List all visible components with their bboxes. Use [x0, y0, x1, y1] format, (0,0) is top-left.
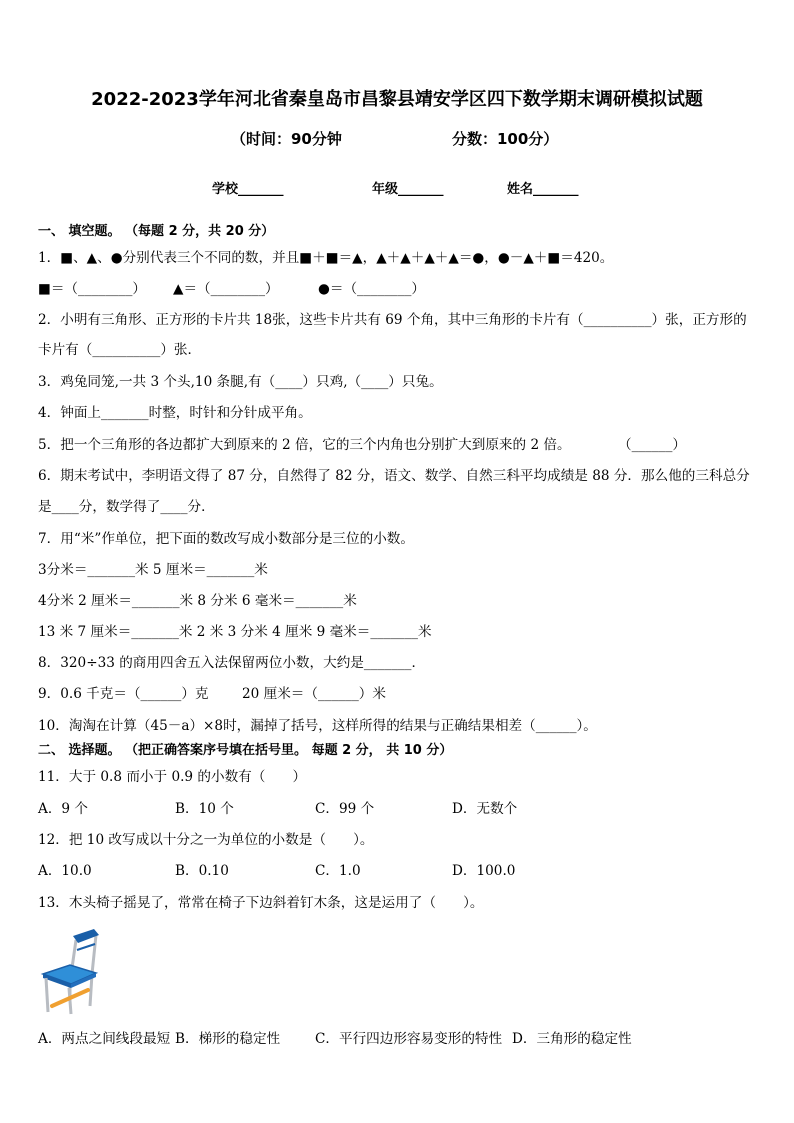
- question-7-item-1: 3分米＝_______米 5 厘米＝_______米: [38, 562, 268, 578]
- chair-seat: [43, 965, 96, 984]
- question-12-option-a: A．10.0: [38, 863, 92, 879]
- question-12: 12．把 10 改写成以十分之一为单位的小数是（ ）。: [38, 832, 374, 848]
- question-12-option-b: B．0.10: [175, 863, 229, 879]
- name-field: 姓名_______: [507, 182, 579, 197]
- question-1-blank-triangle: ▲＝（________）: [173, 281, 279, 297]
- question-2-line-2: 卡片有（__________）张．: [38, 342, 202, 358]
- exam-title: 2022-2023学年河北省秦皇岛市昌黎县靖安学区四下数学期末调研模拟试题: [91, 89, 703, 110]
- question-12-option-c: C．1.0: [315, 863, 361, 879]
- question-11-option-a: A．9 个: [38, 801, 88, 817]
- exam-score: 分数：100分）: [452, 130, 559, 148]
- exam-time: （时间：90分钟: [231, 130, 342, 148]
- question-1-blank-square: ■＝（________）: [38, 281, 146, 297]
- section-heading-multiple-choice: 二、 选择题。 （把正确答案序号填在括号里。 每题 2 分， 共 10 分）: [38, 743, 453, 758]
- question-5-answer-blank: （______）: [618, 437, 686, 453]
- question-7-item-3: 13 米 7 厘米＝_______米 2 米 3 分米 4 厘米 9 毫米＝_______米: [38, 624, 432, 640]
- question-13-option-c: C．平行四边形容易变形的特性: [315, 1031, 503, 1047]
- chair-icon: [40, 928, 104, 1016]
- question-7: 7．用“米”作单位，把下面的数改写成小数部分是三位的小数。: [38, 531, 414, 547]
- chair-illustration: [40, 928, 104, 1016]
- question-13-option-b: B．梯形的稳定性: [175, 1031, 281, 1047]
- question-7-item-2: 4分米 2 厘米＝_______米 8 分米 6 毫米＝_______米: [38, 593, 357, 609]
- chair-front-leg-right: [69, 988, 71, 1014]
- question-11-option-b: B．10 个: [175, 801, 234, 817]
- question-11-option-d: D．无数个: [452, 801, 518, 817]
- question-13-option-a: A．两点之间线段最短: [38, 1031, 171, 1047]
- section-heading-fill-in: 一、 填空题。 （每题 2 分，共 20 分）: [38, 224, 275, 239]
- chair-back-post-right: [92, 935, 96, 974]
- question-2-line-1: 2．小明有三角形、正方形的卡片共 18张，这些卡片共有 69 个角，其中三角形的卡片有（__________）张，正方形的: [38, 312, 747, 328]
- chair-back-slat: [77, 944, 95, 950]
- question-13: 13．木头椅子摇晃了，常常在椅子下边斜着钉木条，这是运用了（ ）。: [38, 895, 484, 911]
- question-6-line-1: 6．期末考试中，李明语文得了 87 分，自然得了 82 分，语文、数学、自然三科平均成绩是 88 分．那么他的三科总分: [38, 468, 750, 484]
- question-1-blank-circle: ●＝（________）: [318, 281, 426, 297]
- question-12-option-d: D．100.0: [452, 863, 516, 879]
- question-11: 11．大于 0.8 而小于 0.9 的小数有（ ）: [38, 769, 307, 785]
- question-10: 10．淘淘在计算（45－a）×8时，漏掉了括号，这样所得的结果与正确结果相差（______）。: [38, 718, 597, 734]
- chair-back-post-left: [72, 940, 76, 968]
- school-field: 学校_______: [212, 182, 284, 197]
- grade-field: 年级_______: [372, 182, 444, 197]
- question-8: 8．320÷33 的商用四舍五入法保留两位小数，大约是_______．: [38, 655, 426, 671]
- question-6-line-2: 是____分，数学得了____分．: [38, 499, 215, 515]
- question-13-option-d: D．三角形的稳定性: [512, 1031, 632, 1047]
- question-9-part-1: 9．0.6 千克＝（______）克: [38, 686, 209, 702]
- question-11-option-c: C．99 个: [315, 801, 375, 817]
- question-3: 3．鸡兔同笼,一共 3 个头,10 条腿,有（____）只鸡,（____）只兔。: [38, 374, 443, 390]
- question-9-part-2: 20 厘米＝（______）米: [242, 686, 386, 702]
- question-1: 1．■、▲、●分别代表三个不同的数，并且■＋■＝▲，▲＋▲＋▲＋▲＝●，●－▲＋■＝420。: [38, 250, 614, 266]
- question-4: 4．钟面上_______时整，时针和分针成平角。: [38, 405, 312, 421]
- chair-front-leg-left: [46, 978, 48, 1012]
- question-5: 5．把一个三角形的各边都扩大到原来的 2 倍，它的三个内角也分别扩大到原来的 2 倍。: [38, 437, 571, 453]
